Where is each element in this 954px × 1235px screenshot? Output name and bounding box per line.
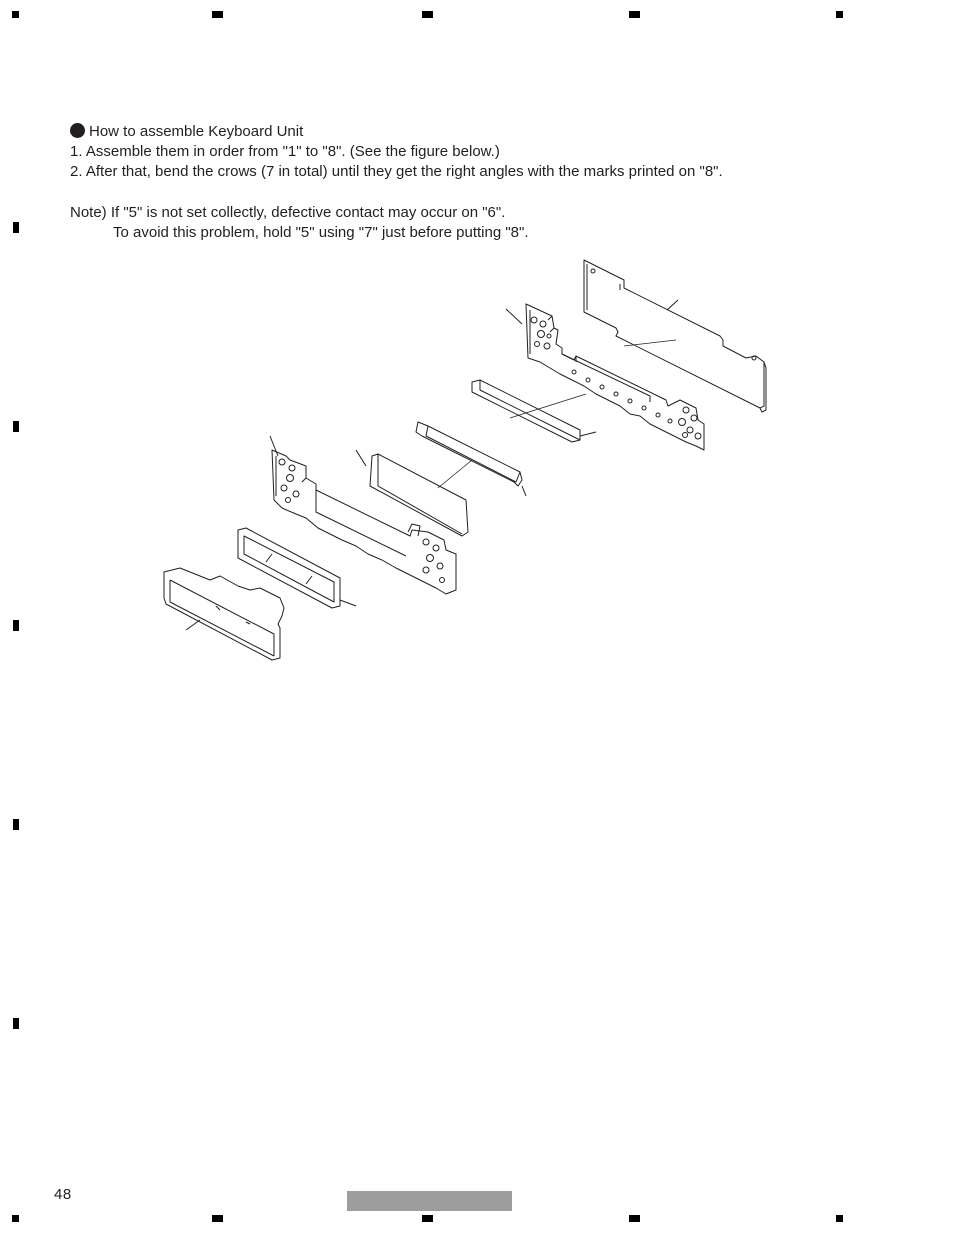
section-heading: How to assemble Keyboard Unit xyxy=(70,122,303,142)
registration-mark xyxy=(12,11,19,18)
registration-mark xyxy=(629,1215,640,1222)
step-2-text: 2. After that, bend the crows (7 in total) until they get the right angles with the marks printed on "8". xyxy=(70,163,723,180)
note-continuation-text: To avoid this problem, hold "5" using "7" just before putting "8". xyxy=(113,224,529,241)
step-1-text: 1. Assemble them in order from "1" to "8". (See the figure below.) xyxy=(70,143,500,160)
front-frame-part xyxy=(164,568,284,660)
registration-mark xyxy=(836,1215,843,1222)
registration-mark xyxy=(212,1215,223,1222)
assembly-guide-line xyxy=(438,460,472,488)
main-pcb-part xyxy=(506,304,704,450)
registration-mark xyxy=(13,1018,19,1029)
registration-mark xyxy=(12,1215,19,1222)
light-guide-part xyxy=(472,380,596,442)
contact-strip-part xyxy=(356,450,468,536)
registration-mark xyxy=(629,11,640,18)
registration-mark xyxy=(13,620,19,631)
assembly-guide-line xyxy=(624,340,676,346)
registration-mark xyxy=(13,819,19,830)
page-number: 48 xyxy=(54,1186,72,1203)
back-cover-part xyxy=(584,260,766,412)
footer-bar xyxy=(347,1191,512,1211)
bullet-icon xyxy=(70,123,85,138)
registration-mark xyxy=(212,11,223,18)
window-lens-part xyxy=(238,528,356,608)
registration-mark xyxy=(422,11,433,18)
reflector-plate-part xyxy=(416,422,526,496)
registration-mark xyxy=(422,1215,433,1222)
keyboard-unit-exploded-diagram xyxy=(150,250,780,670)
registration-mark xyxy=(13,421,19,432)
registration-mark xyxy=(13,222,19,233)
registration-mark xyxy=(836,11,843,18)
note-text: Note) If "5" is not set collectly, defective contact may occur on "6". xyxy=(70,204,506,221)
